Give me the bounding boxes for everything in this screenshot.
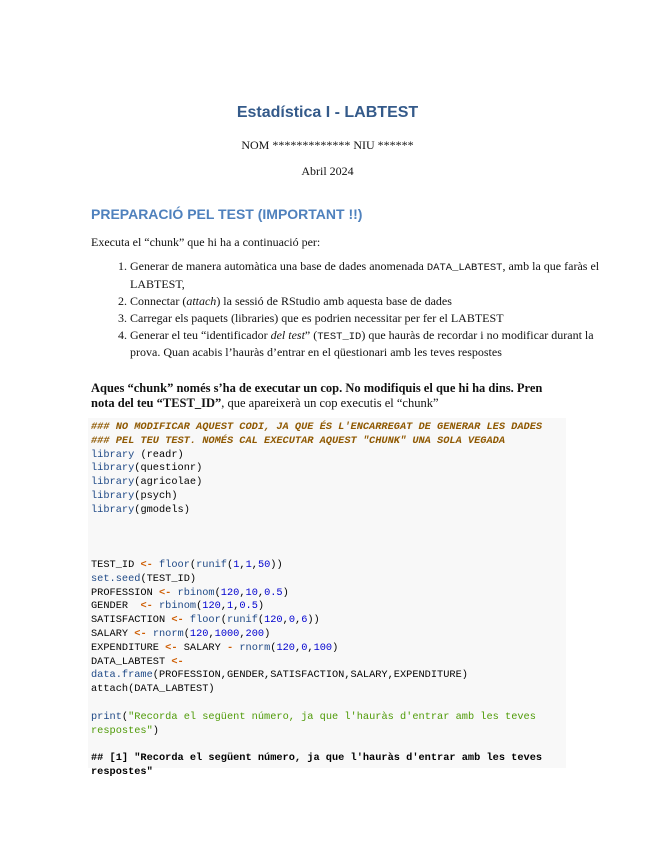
- chunk-note: Aques “chunk” només s’ha de executar un cop. No modifiquis el que hi ha dins. Pren nota del teu “TEST_ID”, que apareixerà un cop executis el “chunk”: [91, 381, 543, 410]
- inline-code: DATA_LABTEST: [426, 262, 503, 274]
- steps-list: [91, 259, 600, 362]
- section-heading: PREPARACIÓ PEL TEST (IMPORTANT !!): [91, 206, 363, 222]
- intro-paragraph: Executa el “chunk” que hi ha a continuació per:: [91, 235, 321, 249]
- list-item: 1. Generar de manera automàtica una base de dades anomenada DATA_LABTEST, amb la que faràs el LABTEST,: [130, 259, 600, 292]
- document-title: Estadística I - LABTEST: [236, 104, 419, 121]
- code-block: ### NO MODIFICAR AQUEST CODI, JA QUE ÉS L'ENCARREGAT DE GENERAR LES DADES ### PEL TEU TEST. NOMÉS CAL EXECUTAR AQUEST "CHUNK" UNA SOLA VEGADA library (readr) library(questionr) library(agricolae) library(psych) library(gmodels) TEST_ID <- floor(runif(1,1,50)) set.seed(TEST_ID) PROFESSION <- rbinom(120,10,0.5) GENDER <- rbinom(120,1,0.5) SATISFACTION <- floor(runif(120,0,6)) SALARY <- rnorm(120,1000,200) EXPENDITURE <- SALARY - rnorm(120,0,100) DATA_LABTEST <- data.frame(PROFESSION,GENDER,SATISFACTION,SALARY,EXPENDITURE) attach(DATA_LABTEST) print("Recorda el següent número, ja que l'hauràs d'entrar amb les teves respostes") ## [1] "Recorda el següent número, ja que l'hauràs d'entrar amb les teves respostes": [91, 421, 543, 778]
- inline-code: TEST_ID: [317, 330, 362, 343]
- code-chunk: [88, 418, 566, 778]
- list-item: 2. Connectar (attach) la sessió de RStudio amb aquesta base de dades: [130, 294, 600, 310]
- document-date: Abril 2024: [301, 164, 354, 178]
- author-line: NOM ************* NIU ******: [241, 138, 414, 152]
- list-item: 3. Carregar els paquets (libraries) que es podrien necessitar per fer el LABTEST: [130, 311, 600, 327]
- list-item: 4. Generar el teu “identificador del test” (TEST_ID) que hauràs de recordar i no modificar durant la prova. Quan acabis l’hauràs d’entrar en el qüestionari amb les teves respostes: [130, 328, 600, 361]
